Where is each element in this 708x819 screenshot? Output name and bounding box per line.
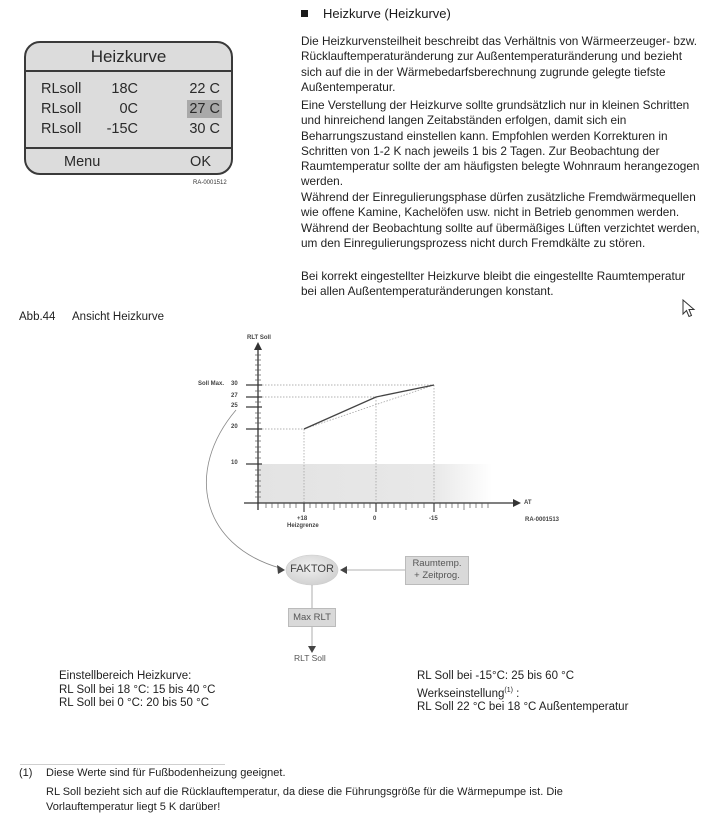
setting-range-18: RL Soll bei 18 °C: 15 bis 40 °C [59, 683, 216, 696]
footnote-ref[interactable]: (1) [504, 686, 513, 694]
x-tick-plus18: +18 [297, 516, 308, 522]
x-axis-label: AT [524, 500, 532, 506]
y-tick-25: 25 [231, 403, 238, 409]
raumtemp-label: Raumtemp. [412, 558, 462, 569]
max-rlt-box: Max RLT [288, 608, 336, 627]
paragraph: Eine Verstellung der Heizkurve sollte grundsätzlich nur in kleinen Schritten und hinreichend langen Zeitabständen erfolgen, damit sich ein Beharrungszustand einstellen kann. Empfohlen werden Korrekturen in Schritten von 1-2 K nach jeweils 1 bis 2 Tagen. Zur Beobachtung der Raumtemperatur sollte der am häufigsten belegte Wohnraum herangezogen werden. [301, 98, 700, 189]
row-label: RLsoll [41, 121, 82, 137]
y-axis-label: RLT Soll [247, 335, 271, 341]
faktor-label: FAKTOR [290, 563, 334, 575]
y-tick-10: 10 [231, 460, 238, 466]
paragraph: Die Heizkurvensteilheit beschreibt das Verhältnis von Wärmeerzeuger- bzw. Rücklauftemperaturänderung zur Außentemperaturänderung und bezieht sich auf die in der Wärmebedarfsberechnung zugrunde gelegte tiefste Außentemperatur. [301, 34, 698, 94]
factory-setting-value: RL Soll 22 °C bei 18 °C Außentemperatur [417, 700, 629, 713]
heizgrenze-label: Heizgrenze [287, 523, 319, 529]
settings-left [59, 670, 215, 711]
display-figure-ref: RA-0001512 [193, 180, 227, 186]
y-tick-30: 30 [231, 381, 238, 387]
footnote-divider [20, 764, 225, 765]
setpoint-value[interactable]: 22 C [189, 81, 220, 97]
settings-title: Einstellbereich Heizkurve: [59, 670, 192, 682]
paragraph: Während der Einregulierungsphase dürfen zusätzliche Fremdwärmequellen wie offene Kamine, Kachelöfen usw. nicht in Betrieb genommen werden. Während der Beobachtung sollte auf übermäßiges Lüften verzichtet werden, um den Einregulierungsprozess nicht durch Fremdkälte zu stören. [301, 190, 700, 250]
footnote-marker: (1) [19, 767, 33, 779]
heating-curve-line [304, 385, 434, 429]
figure-title: Ansicht Heizkurve [72, 311, 165, 323]
setting-range-0: RL Soll bei 0 °C: 20 bis 50 °C [59, 697, 210, 709]
display-title: Heizkurve [26, 43, 231, 72]
x-tick-minus15: -15 [429, 516, 438, 522]
zeitprog-label: + Zeitprog. [414, 570, 460, 581]
soll-max-label: Soll Max. [198, 381, 225, 387]
low-temp-region [258, 464, 492, 503]
paragraph: Bei korrekt eingestellter Heizkurve bleibt die eingestellte Raumtemperatur bei allen Außentemperaturänderungen konstant. [301, 269, 686, 299]
raumtemp-zeitprog-box [405, 556, 469, 585]
row-label: RLsoll [41, 81, 82, 97]
setpoint-value-selected[interactable]: 27 C [189, 101, 220, 117]
outside-temp: -15C [106, 121, 138, 137]
section-heading-text: Heizkurve (Heizkurve) [323, 6, 451, 21]
footnote-line-2: RL Soll bezieht sich auf die Rücklauftemperatur, da diese die Führungsgröße für die Wärmepumpe ist. Die [46, 786, 563, 798]
outside-temp: 18C [111, 81, 138, 97]
ok-softkey[interactable]: OK [190, 154, 211, 170]
setpoint-value[interactable]: 30 C [189, 121, 220, 137]
menu-softkey[interactable]: Menu [64, 154, 101, 170]
factory-setting-label: Werkseinstellung$^{(1)}$ : [417, 686, 520, 700]
diagram-figure-ref: RA-0001513 [525, 517, 560, 523]
output-label: RLT Soll [294, 653, 326, 663]
footnote-line-1: Diese Werte sind für Fußbodenheizung geeignet. [46, 767, 286, 779]
outside-temp: 0C [119, 101, 138, 117]
footnote-line-3: Vorlauftemperatur liegt 5 K darüber! [46, 801, 221, 813]
y-tick-27: 27 [231, 393, 238, 399]
row-label: RLsoll [41, 101, 82, 117]
setting-range-minus15: RL Soll bei -15°C: 25 bis 60 °C [417, 670, 575, 682]
figure-number: Abb.44 [19, 311, 56, 323]
y-tick-20: 20 [231, 424, 238, 430]
settings-right [417, 670, 628, 714]
x-tick-0: 0 [373, 516, 377, 522]
